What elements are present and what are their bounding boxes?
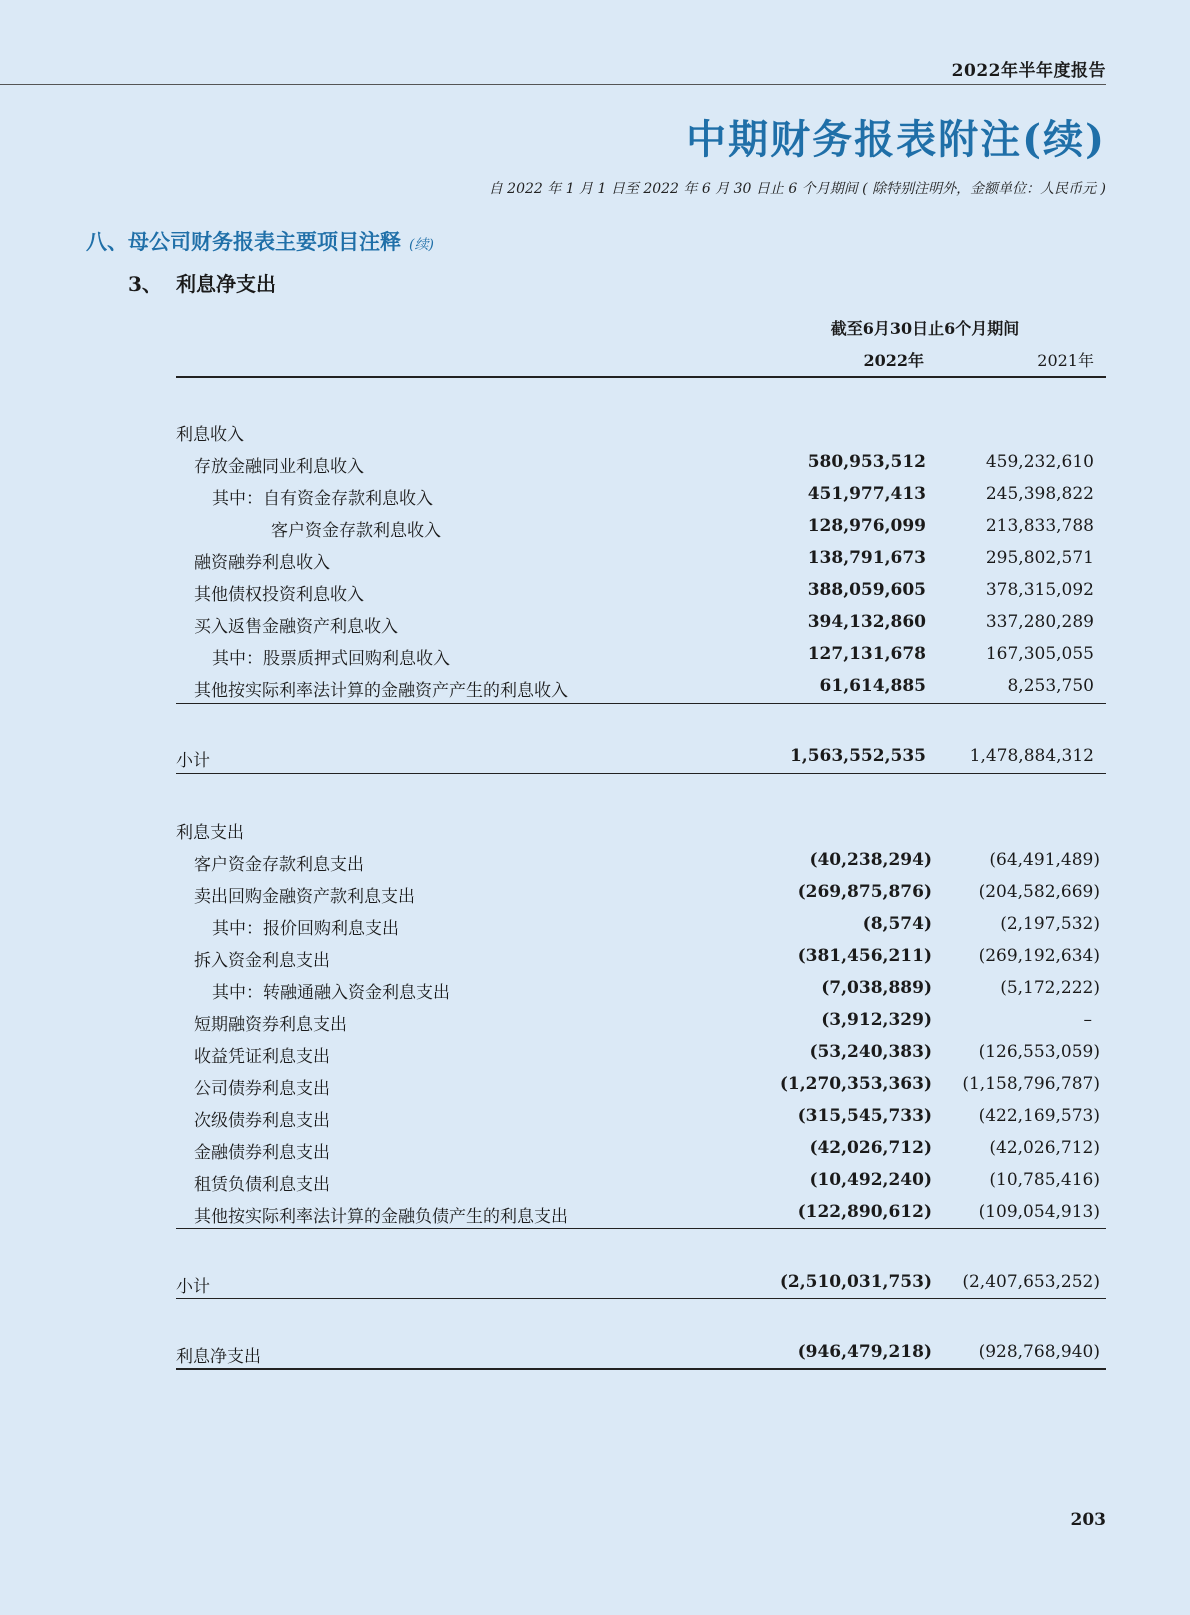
row-label: 拆入资金利息支出 bbox=[194, 951, 330, 971]
table-row bbox=[176, 1166, 1106, 1196]
net-row bbox=[176, 1338, 1106, 1368]
col-header-2022: 2022年 bbox=[863, 351, 924, 370]
row-label: 融资融券利息收入 bbox=[194, 553, 330, 573]
expense-subtotal-rule-top bbox=[176, 1228, 1106, 1229]
table-row bbox=[176, 974, 1106, 1004]
value-2021: (1,158,796,787) bbox=[962, 1074, 1100, 1094]
value-2022: 138,791,673 bbox=[807, 548, 926, 568]
value-2021: 295,802,571 bbox=[985, 548, 1094, 568]
value-2021: (126,553,059) bbox=[978, 1042, 1100, 1062]
expense-heading-row bbox=[176, 814, 1106, 844]
table-row bbox=[176, 942, 1106, 972]
value-2022: 128,976,099 bbox=[807, 516, 926, 536]
value-2021: – bbox=[1083, 1010, 1092, 1030]
value-2022: (269,875,876) bbox=[797, 882, 932, 902]
table-row bbox=[176, 512, 1106, 542]
table-row bbox=[176, 608, 1106, 638]
row-label: 小计 bbox=[176, 1277, 210, 1297]
table-row bbox=[176, 1038, 1106, 1068]
row-label: 其他按实际利率法计算的金融资产产生的利息收入 bbox=[194, 681, 568, 701]
table-row bbox=[176, 448, 1106, 478]
expense-subtotal-rule-bottom bbox=[176, 1298, 1106, 1299]
income-subtotal-rule-bottom bbox=[176, 773, 1106, 774]
net-rule bbox=[176, 1368, 1106, 1370]
value-2021: (2,197,532) bbox=[1000, 914, 1100, 934]
row-label: 短期融资券利息支出 bbox=[194, 1015, 347, 1035]
value-2022: (40,238,294) bbox=[809, 850, 932, 870]
table-row bbox=[176, 544, 1106, 574]
value-2022: 388,059,605 bbox=[807, 580, 926, 600]
value-2021: 1,478,884,312 bbox=[969, 746, 1094, 766]
row-label: 金融债券利息支出 bbox=[194, 1143, 330, 1163]
row-label: 其中：报价回购利息支出 bbox=[212, 919, 399, 939]
value-2021: (64,491,489) bbox=[989, 850, 1100, 870]
table-row bbox=[176, 878, 1106, 908]
section-heading bbox=[86, 226, 434, 256]
page-title: 中期财务报表附注(续) bbox=[686, 116, 1106, 163]
value-2021: (109,054,913) bbox=[978, 1202, 1100, 1222]
value-2021: (204,582,669) bbox=[978, 882, 1100, 902]
table-row bbox=[176, 1198, 1106, 1228]
value-2022: 451,977,413 bbox=[807, 484, 926, 504]
value-2021: (5,172,222) bbox=[1000, 978, 1100, 998]
value-2021: 8,253,750 bbox=[1007, 676, 1094, 696]
value-2021: (10,785,416) bbox=[989, 1170, 1100, 1190]
value-2021: 378,315,092 bbox=[985, 580, 1094, 600]
table-row bbox=[176, 1006, 1106, 1036]
value-2021: (2,407,653,252) bbox=[962, 1272, 1100, 1292]
page-subtitle: 自 2022 年 1 月 1 日至 2022 年 6 月 30 日止 6 个月期间 ( 除特别注明外，金额单位：人民币元 ) bbox=[488, 181, 1106, 197]
row-label: 其中：自有资金存款利息收入 bbox=[212, 489, 433, 509]
col-header-2021: 2021年 bbox=[1037, 351, 1094, 370]
row-label: 小计 bbox=[176, 751, 210, 771]
value-2021: (422,169,573) bbox=[978, 1106, 1100, 1126]
row-label: 其中：转融通融入资金利息支出 bbox=[212, 983, 450, 1003]
value-2022: (1,270,353,363) bbox=[779, 1074, 932, 1094]
value-2022: (381,456,211) bbox=[797, 946, 932, 966]
row-label: 其他债权投资利息收入 bbox=[194, 585, 364, 605]
income-heading: 利息收入 bbox=[176, 425, 244, 445]
income-subtotal-rule-top bbox=[176, 703, 1106, 704]
row-label: 买入返售金融资产利息收入 bbox=[194, 617, 398, 637]
value-2022: (3,912,329) bbox=[821, 1010, 932, 1030]
value-2022: 580,953,512 bbox=[807, 452, 926, 472]
value-2022: (315,545,733) bbox=[797, 1106, 932, 1126]
value-2022: 127,131,678 bbox=[807, 644, 926, 664]
expense-heading: 利息支出 bbox=[176, 823, 244, 843]
section-heading-text: 八、母公司财务报表主要项目注释 bbox=[86, 229, 401, 254]
value-2021: 245,398,822 bbox=[985, 484, 1094, 504]
row-label: 租赁负债利息支出 bbox=[194, 1175, 330, 1195]
table-row bbox=[176, 1070, 1106, 1100]
value-2021: 337,280,289 bbox=[985, 612, 1094, 632]
table-row bbox=[176, 672, 1106, 702]
note-number: 3、 bbox=[128, 272, 162, 296]
table-row bbox=[176, 640, 1106, 670]
table-row bbox=[176, 910, 1106, 940]
income-subtotal-row bbox=[176, 742, 1106, 772]
income-heading-row bbox=[176, 416, 1106, 446]
expense-subtotal-row bbox=[176, 1268, 1106, 1298]
value-2022: 394,132,860 bbox=[807, 612, 926, 632]
section-continued: (续) bbox=[409, 237, 434, 253]
value-2021: 213,833,788 bbox=[985, 516, 1094, 536]
row-label: 卖出回购金融资产款利息支出 bbox=[194, 887, 415, 907]
value-2022: (946,479,218) bbox=[797, 1342, 932, 1362]
note-title: 利息净支出 bbox=[176, 272, 276, 296]
value-2021: (928,768,940) bbox=[978, 1342, 1100, 1362]
header-rule bbox=[0, 84, 1106, 85]
table-row bbox=[176, 576, 1106, 606]
row-label: 公司债券利息支出 bbox=[194, 1079, 330, 1099]
value-2022: (122,890,612) bbox=[797, 1202, 932, 1222]
value-2021: (42,026,712) bbox=[989, 1138, 1100, 1158]
value-2022: 1,563,552,535 bbox=[789, 746, 926, 766]
value-2022: 61,614,885 bbox=[819, 676, 926, 696]
row-label: 存放金融同业利息收入 bbox=[194, 457, 364, 477]
table-row bbox=[176, 1102, 1106, 1132]
value-2022: (7,038,889) bbox=[821, 978, 932, 998]
page-number: 203 bbox=[1070, 1510, 1106, 1530]
row-label: 其中：股票质押式回购利息收入 bbox=[212, 649, 450, 669]
row-label: 次级债券利息支出 bbox=[194, 1111, 330, 1131]
row-label: 客户资金存款利息收入 bbox=[271, 521, 441, 541]
value-2022: (2,510,031,753) bbox=[779, 1272, 932, 1292]
value-2022: (53,240,383) bbox=[809, 1042, 932, 1062]
value-2022: (8,574) bbox=[862, 914, 932, 934]
row-label: 其他按实际利率法计算的金融负债产生的利息支出 bbox=[194, 1207, 568, 1227]
row-label: 收益凭证利息支出 bbox=[194, 1047, 330, 1067]
row-label: 利息净支出 bbox=[176, 1347, 261, 1367]
report-label: 2022年半年度报告 bbox=[951, 61, 1106, 81]
period-header: 截至6月30日止6个月期间 bbox=[830, 319, 1020, 338]
value-2022: (10,492,240) bbox=[809, 1170, 932, 1190]
row-label: 客户资金存款利息支出 bbox=[194, 855, 364, 875]
table-row bbox=[176, 480, 1106, 510]
table-row bbox=[176, 846, 1106, 876]
value-2021: 167,305,055 bbox=[985, 644, 1094, 664]
value-2021: (269,192,634) bbox=[978, 946, 1100, 966]
note-heading bbox=[128, 268, 276, 297]
value-2021: 459,232,610 bbox=[985, 452, 1094, 472]
value-2022: (42,026,712) bbox=[809, 1138, 932, 1158]
header-table-rule bbox=[176, 376, 1106, 378]
table-row bbox=[176, 1134, 1106, 1164]
